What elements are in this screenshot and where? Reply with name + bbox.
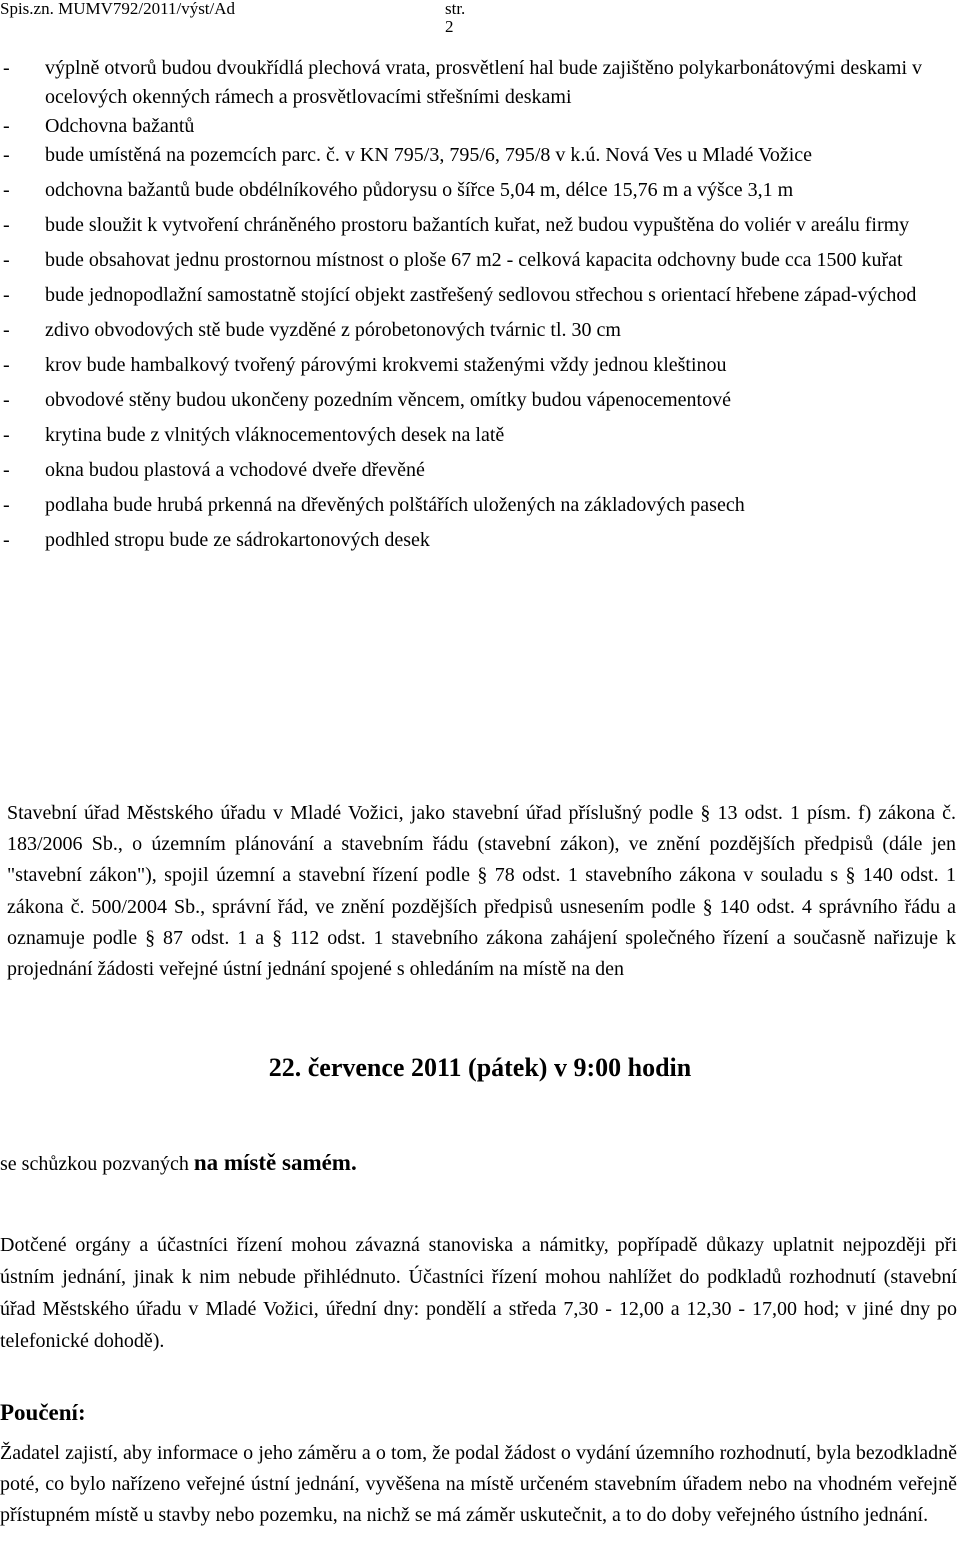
list-item: - podhled stropu bude ze sádrokartonových desek: [3, 529, 430, 551]
list-item: - bude umístěná na pozemcích parc. č. v KN 795/3, 795/6, 795/8 v k.ú. Nová Ves u Mladé Vožice: [3, 144, 813, 166]
list-item: - bude jednopodlažní samostatně stojící objekt zastřešený sedlovou střechou s orientací hřebene západ-východ: [3, 284, 917, 306]
meeting-place-line: [0, 1148, 357, 1179]
list-item: - okna budou plastová a vchodové dveře dřevěné: [3, 459, 425, 481]
list-item: - krytina bude z vlnitých vláknocementových desek na latě: [3, 424, 505, 446]
file-reference: Spis.zn. MUMV792/2011/výst/Ad: [0, 0, 236, 18]
hearing-date: 22. července 2011 (pátek) v 9:00 hodin: [268, 1053, 692, 1082]
meeting-prefix: se schůzkou pozvaných: [0, 1153, 194, 1175]
list-item: - krov bude hambalkový tvořený párovými krokvemi staženými vždy jednou kleštinou: [3, 354, 727, 376]
instruction-paragraph: [0, 1438, 957, 1531]
list-item: - bude sloužit k vytvoření chráněného prostoru bažantích kuřat, než budou vypuštěna do voliér v areálu firmy: [3, 214, 910, 236]
page-header: [0, 0, 470, 36]
list-item: - bude obsahovat jednu prostornou místnost o ploše 67 m2 - celková kapacita odchovny bude cca 1500 kuřat: [3, 249, 903, 271]
meeting-place: na místě samém.: [193, 1150, 357, 1175]
page-number: str. 2: [445, 0, 466, 36]
instruction-heading: Poučení:: [0, 1400, 86, 1425]
decision-paragraph: [0, 798, 956, 985]
decision-text: Stavební úřad Městského úřadu v Mladé Vožici, jako stavební úřad příslušný podle § 13 odst. 1 písm. f) zákona č. 183/2006 Sb., o územním plánování a stavebním řádu (stavební zákon), ve znění pozdějších předpisů (dále jen "stavební zákon"), spojil územní a stavební řízení podle § 78 odst. 1 stavebního zákona v souladu s § 140 odst. 1 zákona č. 500/2004 Sb., správní řád, ve znění pozdějších předpisů usnesením podle § 140 odst. 4 správního řádu a oznamuje podle § 87 odst. 1 a § 112 odst. 1 stavebního zákona zahájení společného řízení a současně nařizuje k projednání žádosti veřejné ústní jednání spojené s ohledáním na místě na den: [7, 802, 956, 981]
construction-description-list: [0, 54, 960, 561]
parties-paragraph: [0, 1229, 957, 1357]
instruction-text: Žadatel zajistí, aby informace o jeho záměru a o tom, že podal žádost o vydání územního rozhodnutí, byla bezodkladně poté, co bylo nařízeno veřejné ústní jednání, vyvěšena na místě určeném stavebním úřadem nebo na vhodném veřejně přístupném místě u stavby nebo pozemku, na nichž se má záměr uskutečnit, a to do doby veřejného ústního jednání.: [0, 1442, 957, 1526]
list-item: - podlaha bude hrubá prkenná na dřevěných polštářích uložených na základových pasech: [3, 494, 745, 516]
parties-text: Dotčené orgány a účastníci řízení mohou závazná stanoviska a námitky, popřípadě důkazy uplatnit nejpozději při ústním jednání, jinak k nim nebude přihlédnuto. Účastníci řízení mohou nahlížet do podkladů rozhodnutí (stavební úřad Městského úřadu v Mladé Vožici, úřední dny: pondělí a středa 7,30 - 12,00 a 12,30 - 17,00 hod; v jiné dny po telefonické dohodě).: [0, 1234, 957, 1352]
list-item: - zdivo obvodových stě bude vyzděné z pórobetonových tvárnic tl. 30 cm: [3, 319, 621, 341]
list-item: - výplně otvorů budou dvoukřídlá plechová vrata, prosvětlení hal bude zajištěno polykarbonátovými deskami v ocelových okenných rámech a prosvětlovacími střešními deskami: [3, 57, 923, 108]
list-item: - Odchovna bažantů: [3, 115, 195, 137]
list-item: - obvodové stěny budou ukončeny pozedním věncem, omítky budou vápenocementové: [3, 389, 731, 411]
list-item: - odchovna bažantů bude obdélníkového půdorysu o šířce 5,04 m, délce 15,76 m a výšce 3,1 m: [3, 179, 794, 201]
